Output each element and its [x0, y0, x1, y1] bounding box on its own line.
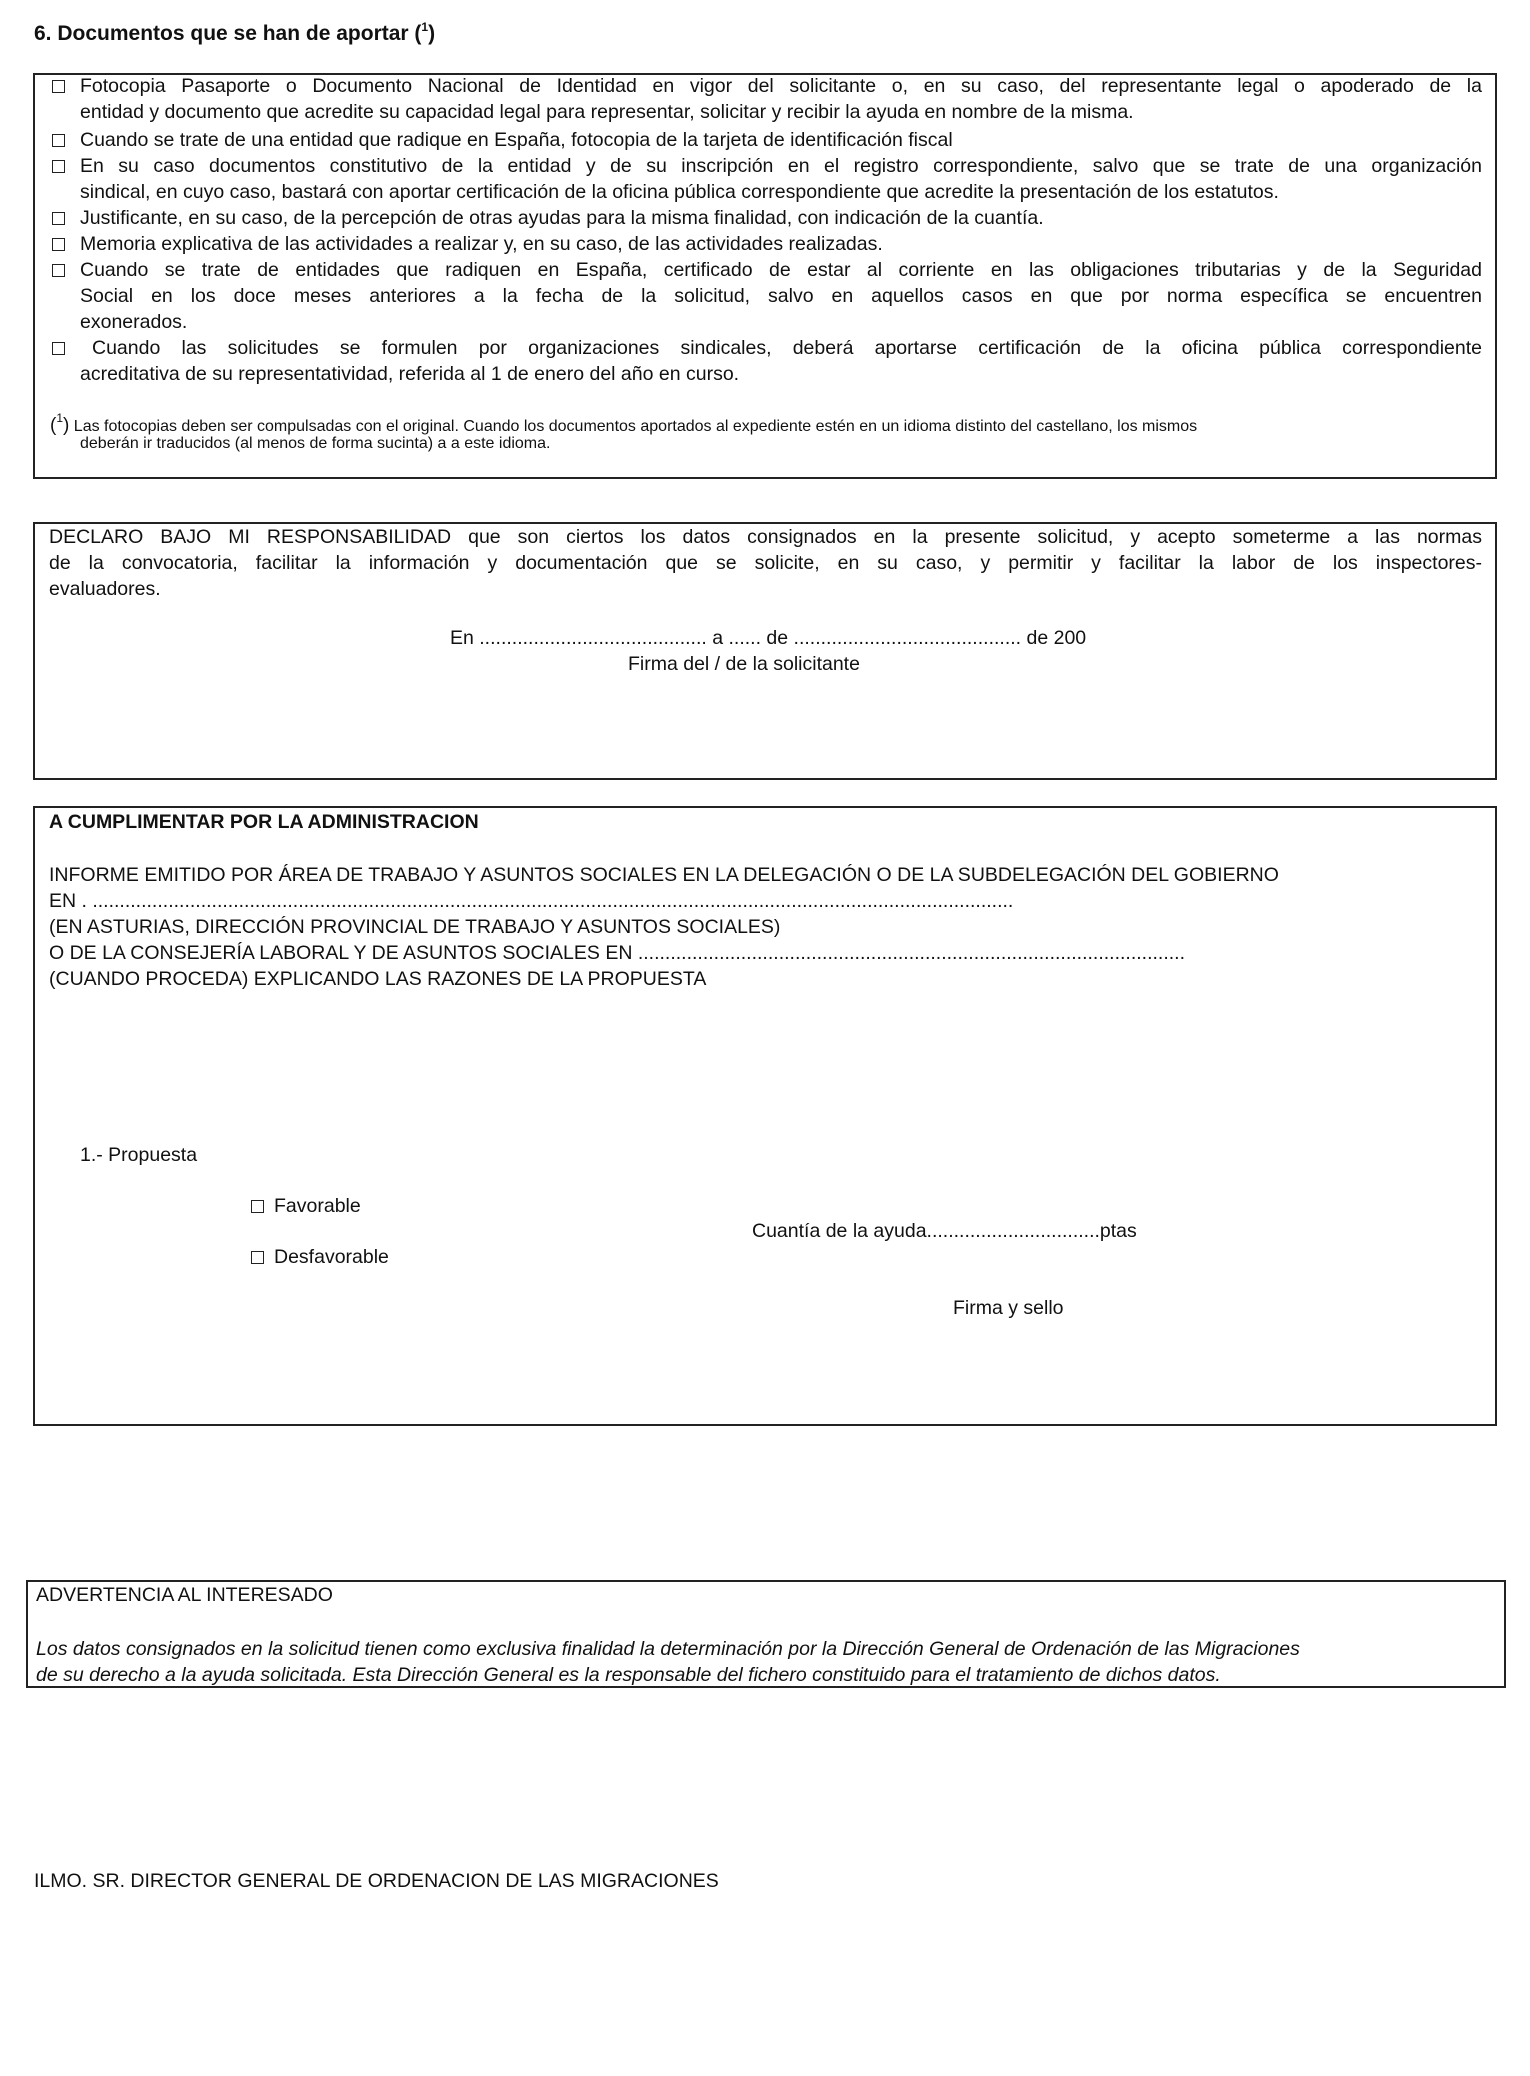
document-item-line: Cuando se trate de una entidad que radique en España, fotocopia de la tarjeta de identificación fiscal: [80, 129, 953, 151]
admin-en-field[interactable]: EN . ..........................................................................................................................................................................: [49, 890, 1014, 912]
document-item-line: Fotocopia Pasaporte o Documento Nacional de Identidad en vigor del solicitante o, en su caso, del representante legal o apoderado de la: [80, 75, 1482, 97]
admin-asturias-line: (EN ASTURIAS, DIRECCIÓN PROVINCIAL DE TRABAJO Y ASUNTOS SOCIALES): [49, 916, 781, 938]
signature-label: Firma del / de la solicitante: [628, 653, 860, 675]
document-checkbox[interactable]: [52, 238, 65, 251]
document-item-line: Social en los doce meses anteriores a la fecha de la solicitud, salvo en aquellos casos en que por norma específica se encuentren: [80, 285, 1482, 307]
unfavorable-label: Desfavorable: [274, 1246, 389, 1268]
favorable-checkbox[interactable]: [251, 1200, 264, 1213]
document-checkbox[interactable]: [52, 80, 65, 93]
document-checkbox[interactable]: [52, 212, 65, 225]
admin-title: A CUMPLIMENTAR POR LA ADMINISTRACION: [49, 811, 479, 833]
document-item-line: sindical, en cuyo caso, bastará con aportar certificación de la oficina pública correspondiente que acredite la presentación de los estatutos.: [80, 181, 1279, 203]
footnote-line-2: deberán ir traducidos (al menos de forma sucinta) a a este idioma.: [80, 435, 551, 452]
declaration-line-2: de la convocatoria, facilitar la información y documentación que se solicite, en su caso, y permitir y facilitar la labor de los inspectores-: [49, 552, 1482, 574]
favorable-option[interactable]: [251, 1193, 361, 1219]
document-item-line: Justificante, en su caso, de la percepción de otras ayudas para la misma finalidad, con indicación de la cuantía.: [80, 207, 1044, 229]
amount-field[interactable]: Cuantía de la ayuda................................ptas: [752, 1220, 1137, 1242]
document-item-line: Memoria explicativa de las actividades a realizar y, en su caso, de las actividades realizadas.: [80, 233, 883, 255]
document-item-line: entidad y documento que acredite su capacidad legal para representar, solicitar y recibir la ayuda en nombre de la misma.: [80, 101, 1134, 123]
warning-line-1: Los datos consignados en la solicitud tienen como exclusiva finalidad la determinación por la Dirección General de Ordenación de las Migraciones: [36, 1638, 1300, 1660]
footnote: ($^1$) Las fotocopias deben ser compulsadas con el original. Cuando los documentos aportados al expediente estén en un idioma distinto del castellano, los mismos: [50, 411, 1198, 436]
document-item-line: exonerados.: [80, 311, 188, 333]
section-6-title: [34, 20, 435, 46]
admin-consejeria-field[interactable]: O DE LA CONSEJERÍA LABORAL Y DE ASUNTOS SOCIALES EN .....................................................................................................: [49, 942, 1186, 964]
footnote-marker: 1: [56, 411, 64, 425]
title-text: 6. Documentos que se han de aportar (: [34, 22, 422, 45]
unfavorable-checkbox[interactable]: [251, 1251, 264, 1264]
document-checkbox[interactable]: [52, 264, 65, 277]
unfavorable-option[interactable]: [251, 1244, 389, 1270]
document-item-line: En su caso documentos constitutivo de la entidad y de su inscripción en el registro correspondiente, salvo que se trate de una organización: [80, 155, 1482, 177]
stamp-label: Firma y sello: [953, 1297, 1064, 1319]
title-close: ): [428, 22, 436, 45]
document-checkbox[interactable]: [52, 160, 65, 173]
admin-report-line-1: INFORME EMITIDO POR ÁREA DE TRABAJO Y ASUNTOS SOCIALES EN LA DELEGACIÓN O DE LA SUBDELEGACIÓN DEL GOBIERNO: [49, 864, 1279, 886]
document-item-line: acreditativa de su representatividad, referida al 1 de enero del año en curso.: [80, 363, 740, 385]
favorable-label: Favorable: [274, 1195, 361, 1217]
document-checkbox[interactable]: [52, 342, 65, 355]
warning-title: ADVERTENCIA AL INTERESADO: [36, 1584, 333, 1606]
admin-reasons-line: (CUANDO PROCEDA) EXPLICANDO LAS RAZONES DE LA PROPUESTA: [49, 968, 707, 990]
warning-line-2: de su derecho a la ayuda solicitada. Esta Dirección General es la responsable del fichero constituido para el tratamiento de dichos datos.: [36, 1664, 1221, 1686]
declaration-line-1: DECLARO BAJO MI RESPONSABILIDAD que son ciertos los datos consignados en la presente solicitud, y acepto someterme a las normas: [49, 526, 1482, 548]
footnote-line-1: Las fotocopias deben ser compulsadas con el original. Cuando los documentos aportados al expediente estén en un idioma distinto del castellano, los mismos: [73, 418, 1198, 435]
declaration-date-field[interactable]: En .......................................... a ...... de .......................................... de 200: [450, 627, 1087, 649]
addressee: ILMO. SR. DIRECTOR GENERAL DE ORDENACION DE LAS MIGRACIONES: [34, 1870, 719, 1892]
title-footnote-marker: 1: [421, 20, 429, 34]
document-checkbox[interactable]: [52, 134, 65, 147]
document-item-line: Cuando las solicitudes se formulen por organizaciones sindicales, deberá aportarse certificación de la oficina pública correspondiente: [92, 337, 1482, 359]
document-item-line: Cuando se trate de entidades que radiquen en España, certificado de estar al corriente en las obligaciones tributarias y de la Seguridad: [80, 259, 1482, 281]
proposal-label: 1.- Propuesta: [80, 1144, 198, 1166]
declaration-line-3: evaluadores.: [49, 578, 161, 600]
